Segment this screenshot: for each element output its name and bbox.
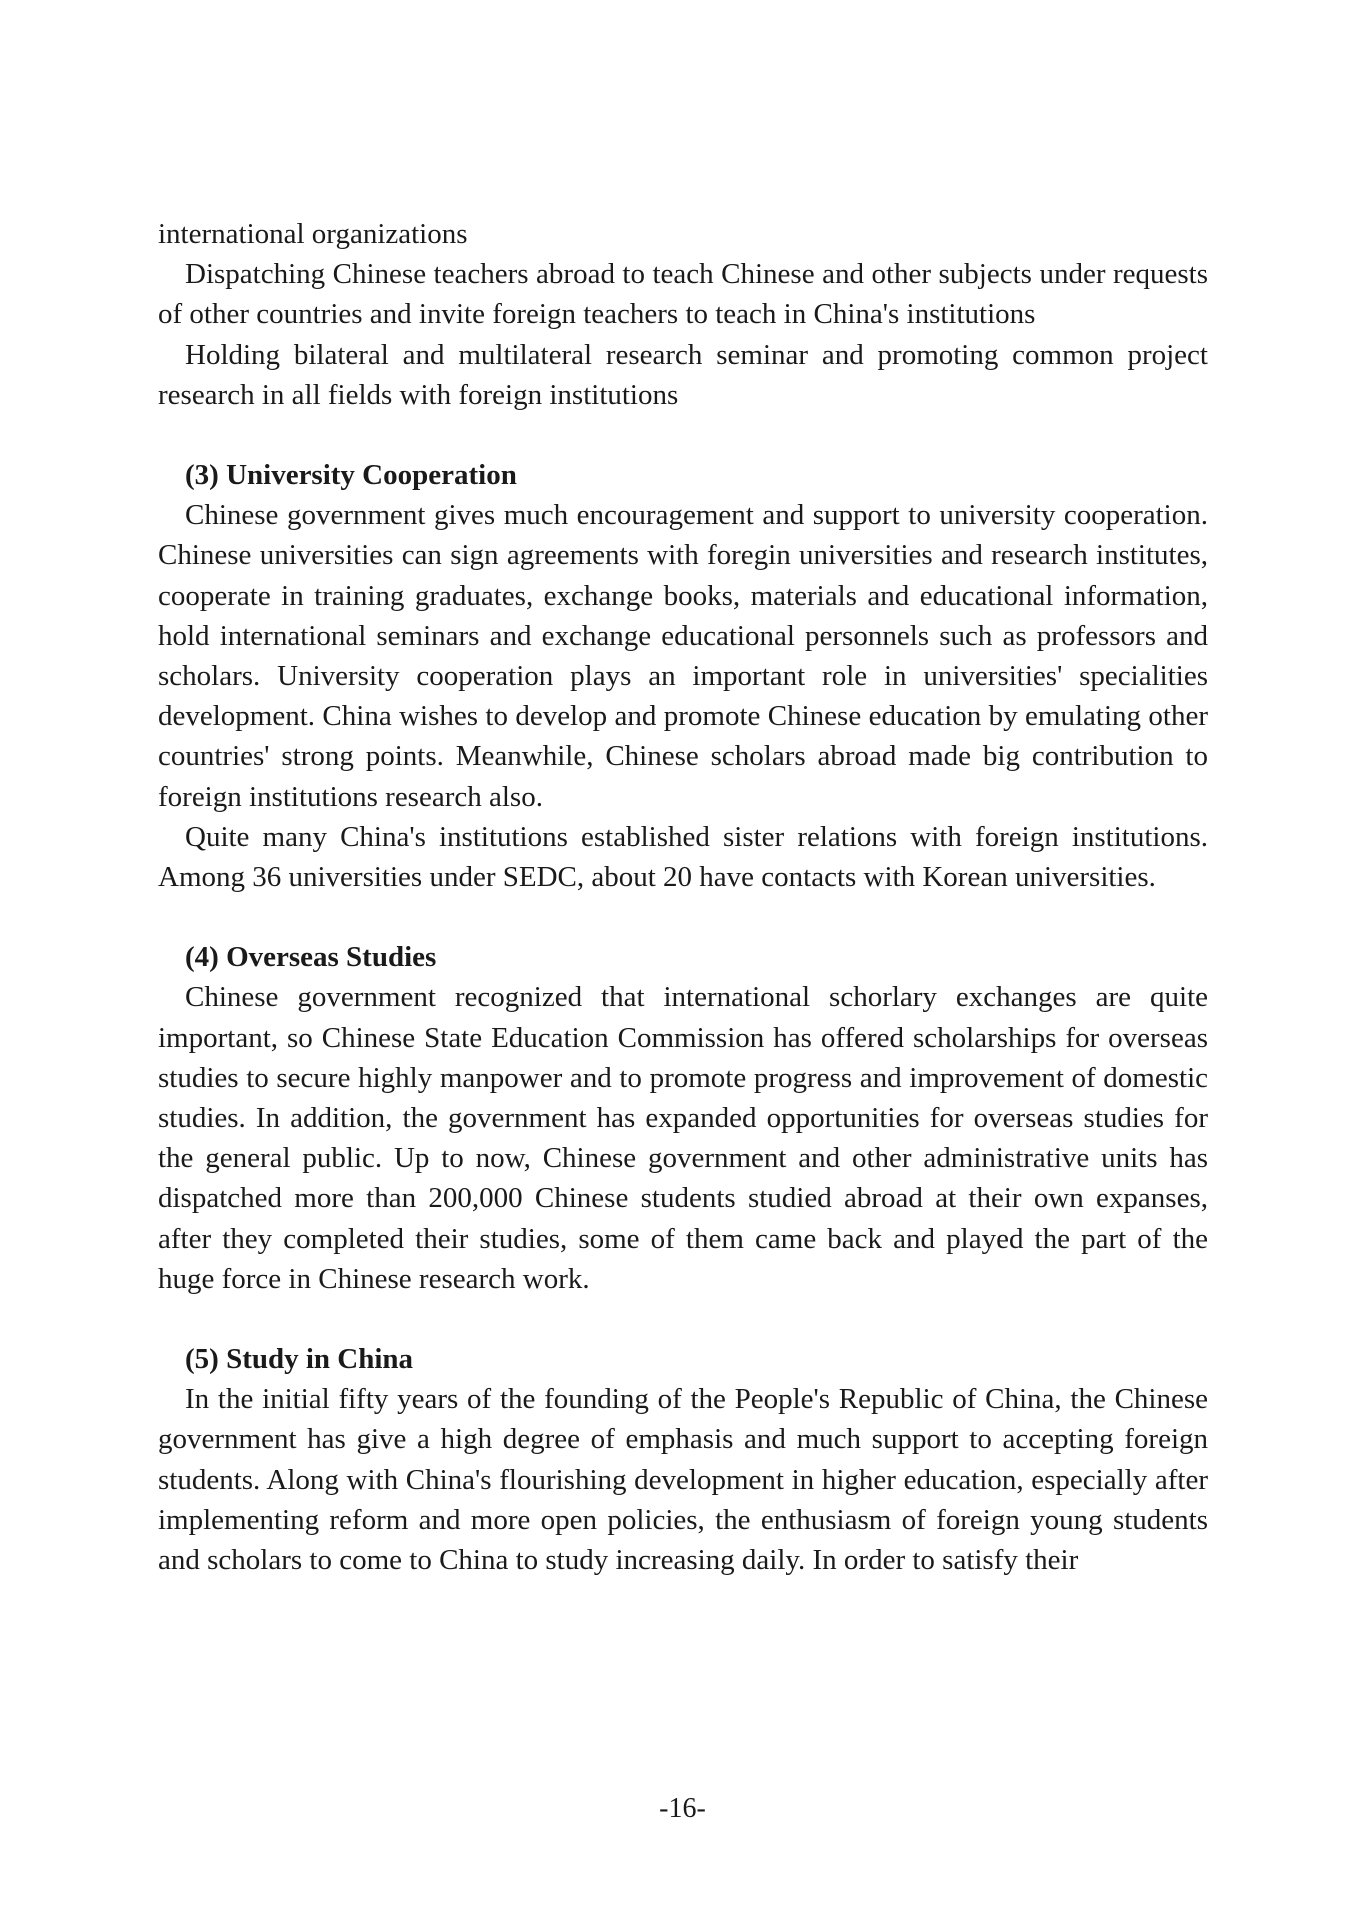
section-paragraph: In the initial fifty years of the founding of the People's Republic of China, the Chinese government has give a high degree of emphasis and much support to accepting foreign students. Along with China's flourishing development in higher education, especially after implementing reform and more open policies, the enthusiasm of foreign young students and scholars to come to China to study increasing daily. In order to satisfy their	[158, 1383, 1208, 1577]
section-paragraph: Chinese government gives much encouragement and support to university cooperation. Chinese universities can sign agreements with foregin universities and research institutes, cooperate in training graduates, exchange books, materials and educational information, hold international seminars and exchange educational personnels such as professors and scholars. University cooperation plays an important role in universities' specialities development. China wishes to develop and promote Chinese education by emulating other countries' strong points. Meanwhile, Chinese scholars abroad made big contribution to foreign institutions research also.	[158, 499, 1208, 813]
section-paragraph: Chinese government recognized that international schorlary exchanges are quite important, so Chinese State Education Commission has offered scholarships for overseas studies to secure highly manpower and to promote progress and improvement of domestic studies. In addition, the government has expanded opportunities for overseas studies for the general public. Up to now, Chinese government and other administrative units has dispatched more than 200,000 Chinese students studied abroad at their own expanses, after they completed their studies, some of them came back and played the part of the huge force in Chinese research work.	[158, 981, 1208, 1295]
intro-item-dispatching-teachers: Dispatching Chinese teachers abroad to teach Chinese and other subjects under requests of other countries and invite foreign teachers to teach in China's institutions	[158, 258, 1208, 331]
intro-item-research-seminars: Holding bilateral and multilateral research seminar and promoting common project research in all fields with foreign institutions	[158, 338, 1208, 411]
section-overseas-studies	[158, 937, 1208, 1299]
section-university-cooperation	[158, 455, 1208, 897]
section-study-in-china	[158, 1339, 1208, 1580]
section-paragraph: Quite many China's institutions established sister relations with foreign institutions. Among 36 universities under SEDC, about 20 have contacts with Korean universities.	[158, 820, 1208, 894]
section-heading: (4) Overseas Studies	[185, 941, 437, 974]
section-heading: (5) Study in China	[185, 1343, 414, 1376]
page-body	[158, 214, 1208, 1580]
section-heading: (3) University Cooperation	[185, 459, 517, 492]
page-number: -16-	[659, 1793, 706, 1824]
intro-line-continuation: international organizations	[158, 218, 468, 250]
